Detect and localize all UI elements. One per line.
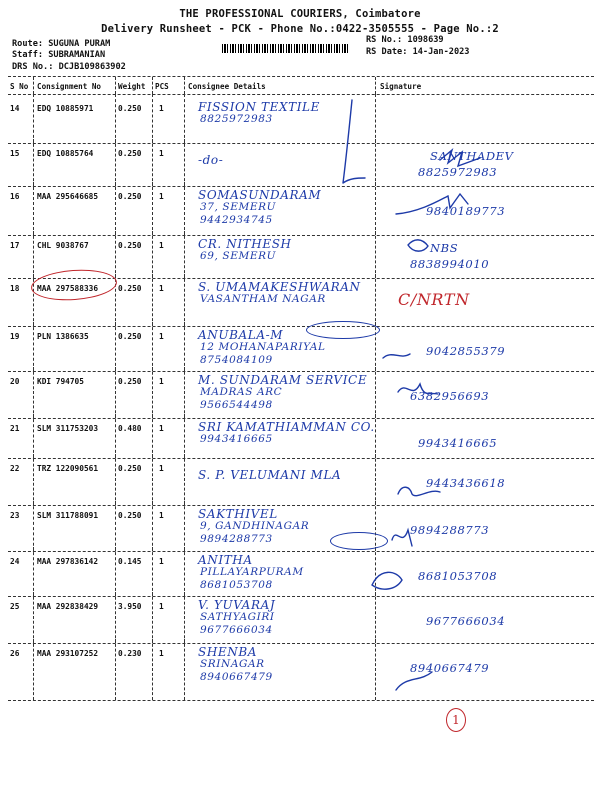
pcs-cell: 1 <box>159 192 164 201</box>
consignee-detail-line: 9442934745 <box>200 214 273 226</box>
consignment-number: MAA 292838429 <box>37 602 99 611</box>
signature-text: 9443436618 <box>426 476 506 490</box>
consignee-detail-line: V. YUVARAJ <box>198 598 276 612</box>
consignee-detail-line: 9566544498 <box>200 399 273 411</box>
consignee-detail-line: 37, SEMERU <box>200 201 277 213</box>
signature-text: 8940667479 <box>410 661 490 675</box>
pcs-cell: 1 <box>159 332 164 341</box>
sno-cell: 14 <box>10 104 20 113</box>
weight-cell: 0.250 <box>118 104 142 113</box>
signature-text: 9894288773 <box>410 523 490 537</box>
weight-cell: 0.145 <box>118 557 142 566</box>
consignee-detail-line: FISSION TEXTILE <box>198 100 320 114</box>
consignee-detail-line: PILLAYARPURAM <box>200 566 304 578</box>
consignee-detail-line: 69, SEMERU <box>200 250 277 262</box>
consignee-detail-line: SRI KAMATHIAMMAN CO. <box>198 420 375 434</box>
consignee-detail-line: SOMASUNDARAM <box>198 188 322 202</box>
signature-22 <box>398 487 440 495</box>
pcs-cell: 1 <box>159 511 164 520</box>
sno-cell: 25 <box>10 602 20 611</box>
consignee-detail-line: 9677666034 <box>200 624 273 636</box>
consignee-detail-line: 12 MOHANAPARIYAL <box>200 341 326 353</box>
signature-text: 9677666034 <box>426 614 506 628</box>
consignment-number: PLN 1386635 <box>37 332 89 341</box>
sno-cell: 15 <box>10 149 20 158</box>
sno-cell: 26 <box>10 649 20 658</box>
rs-number: RS No.: 1098639 <box>366 35 444 45</box>
signature-text: NBS <box>430 241 459 255</box>
consignee-detail-line: VASANTHAM NAGAR <box>200 293 326 305</box>
consignee-detail-line: 9943416665 <box>200 433 273 445</box>
signature-24 <box>372 572 402 589</box>
signature-16 <box>396 194 468 214</box>
pcs-cell: 1 <box>159 377 164 386</box>
consignee-detail-line: 8681053708 <box>200 579 273 591</box>
consignee-detail-line: SHENBA <box>198 645 258 659</box>
signature-text: 9840189773 <box>426 204 506 218</box>
sno-cell: 16 <box>10 192 20 201</box>
tick-mark-15 <box>343 100 365 183</box>
signature-text: 6382956693 <box>410 389 490 403</box>
signature-19 <box>383 354 410 358</box>
signature-23 <box>392 530 412 546</box>
weight-cell: 0.250 <box>118 511 142 520</box>
signature-20 <box>398 384 438 394</box>
signature-text: SANTHADEV <box>430 149 514 163</box>
drs-number: DRS No.: DCJB109863902 <box>12 62 126 72</box>
col-consignee-details: Consignee Details <box>188 82 266 91</box>
route-label: Route: SUGUNA PURAM <box>12 39 111 49</box>
page-number-mark: 1 <box>446 708 466 732</box>
col-pcs: PCS <box>155 82 169 91</box>
signature-15 <box>440 150 480 166</box>
consignee-detail-line: ANUBALA-M <box>198 328 284 342</box>
staff-label: Staff: SUBRAMANIAN <box>12 50 106 60</box>
consignment-number: TRZ 122090561 <box>37 464 99 473</box>
consignment-number: CHL 9038767 <box>37 241 89 250</box>
consignee-detail-line: SAKTHIVEL <box>198 507 278 521</box>
col-weight: Weight <box>118 82 146 91</box>
signature-text: 9943416665 <box>418 436 498 450</box>
consignee-detail-line: S. P. VELUMANI MLA <box>198 468 342 482</box>
sno-cell: 20 <box>10 377 20 386</box>
consignee-detail-line: CR. NITHESH <box>198 237 292 251</box>
sno-cell: 19 <box>10 332 20 341</box>
pcs-cell: 1 <box>159 149 164 158</box>
signature-26 <box>396 672 432 690</box>
consignee-detail-line: 8754084109 <box>200 354 273 366</box>
consignment-number: MAA 293107252 <box>37 649 99 658</box>
col-signature: Signature <box>380 82 422 91</box>
rs-date: RS Date: 14-Jan-2023 <box>366 47 470 57</box>
consignee-detail-line: MADRAS ARC <box>200 386 283 398</box>
signature-text: C/NRTN <box>398 290 470 309</box>
weight-cell: 0.250 <box>118 149 142 158</box>
pcs-cell: 1 <box>159 649 164 658</box>
consignee-detail-line: 9, GANDHINAGAR <box>200 520 310 532</box>
weight-cell: 0.250 <box>118 332 142 341</box>
consignee-detail-line: ANITHA <box>198 553 253 567</box>
pcs-cell: 1 <box>159 104 164 113</box>
signature-text: 8825972983 <box>418 165 498 179</box>
pcs-cell: 1 <box>159 424 164 433</box>
consignee-detail-line: SRINAGAR <box>200 658 265 670</box>
pcs-cell: 1 <box>159 284 164 293</box>
consignee-detail-line: SATHYAGIRI <box>200 611 275 623</box>
sno-cell: 23 <box>10 511 20 520</box>
signature-17 <box>408 240 428 251</box>
pcs-cell: 1 <box>159 464 164 473</box>
pcs-cell: 1 <box>159 557 164 566</box>
sno-cell: 21 <box>10 424 20 433</box>
weight-cell: 0.250 <box>118 377 142 386</box>
consignee-detail-line: 9894288773 <box>200 533 273 545</box>
consignment-number: MAA 297836142 <box>37 557 99 566</box>
col-consignment: Consignment No <box>37 82 102 91</box>
weight-cell: 0.480 <box>118 424 142 433</box>
consignee-detail-line: -do- <box>198 153 224 167</box>
consignment-number: KDI 794705 <box>37 377 84 386</box>
consignment-number: MAA 297588336 <box>37 284 99 293</box>
consignee-detail-line: 8825972983 <box>200 113 273 125</box>
weight-cell: 0.250 <box>118 241 142 250</box>
consignee-detail-line: M. SUNDARAM SERVICE <box>198 373 368 387</box>
runsheet-title: Delivery Runsheet - PCK - Phone No.:0422-3505555 - Page No.:2 <box>101 23 499 35</box>
weight-cell: 0.250 <box>118 284 142 293</box>
weight-cell: 0.250 <box>118 192 142 201</box>
sno-cell: 17 <box>10 241 20 250</box>
sno-cell: 18 <box>10 284 20 293</box>
signature-text: 8838994010 <box>410 257 490 271</box>
company-title: THE PROFESSIONAL COURIERS, Coimbatore <box>179 8 421 20</box>
consignment-number: SLM 311753203 <box>37 424 99 433</box>
signature-text: 8681053708 <box>418 569 498 583</box>
sno-cell: 22 <box>10 464 20 473</box>
pcs-cell: 1 <box>159 241 164 250</box>
pcs-cell: 1 <box>159 602 164 611</box>
weight-cell: 0.250 <box>118 464 142 473</box>
col-sno: S No <box>10 82 29 91</box>
signature-text: 9042855379 <box>426 344 506 358</box>
weight-cell: 0.230 <box>118 649 142 658</box>
sno-cell: 24 <box>10 557 20 566</box>
consignee-detail-line: S. UMAMAKESHWARAN <box>198 280 361 294</box>
consignment-number: MAA 295646685 <box>37 192 99 201</box>
consignment-number: EDQ 10885764 <box>37 149 94 158</box>
consignment-number: SLM 311788091 <box>37 511 99 520</box>
consignment-number: EDQ 10885971 <box>37 104 94 113</box>
consignee-detail-line: 8940667479 <box>200 671 273 683</box>
weight-cell: 3.950 <box>118 602 142 611</box>
